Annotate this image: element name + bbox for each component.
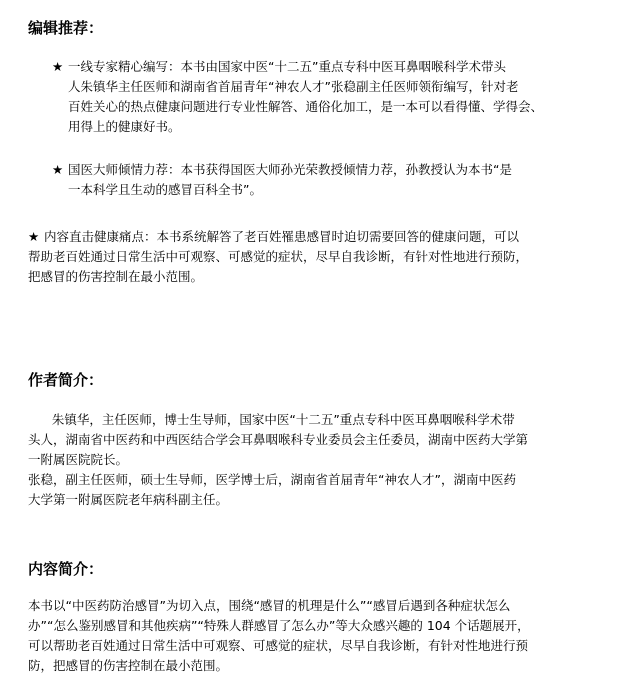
star-icon: ★ (52, 162, 64, 177)
author-intro-line-2: 头人，湖南省中医药和中西医结合学会耳鼻咽喉科专业委员会主任委员，湖南中医药大学第 (28, 432, 529, 447)
star-icon: ★ (52, 59, 64, 74)
star-icon: ★ (28, 229, 40, 244)
recommend-item-expert (52, 57, 612, 137)
author-intro-text (28, 410, 613, 510)
content-intro-line-4: 防，把感冒的伤害控制在最小范围。 (28, 658, 229, 673)
content-intro-text (28, 596, 613, 676)
author-intro-heading: 作者简介： (28, 371, 104, 389)
recommend-item-painpoint (28, 227, 613, 287)
recommend-item-painpoint-line-2: 帮助老百姓通过日常生活中可观察、可感觉的症状，尽早自我诊断，有针对性地进行预防， (28, 249, 529, 264)
content-intro-line-2: 办”“怎么鉴别感冒和其他疾病”“特殊人群感冒了怎么办”等大众感兴趣的 104 个话题展开， (28, 618, 530, 633)
author-intro-line-5: 大学第一附属医院老年病科副主任。 (28, 492, 229, 507)
recommend-item-painpoint-line-1: 内容直击健康痛点：本书系统解答了老百姓罹患感冒时迫切需要回答的健康问题，可以 (44, 229, 520, 244)
recommend-item-painpoint-line-3: 把感冒的伤害控制在最小范围。 (28, 269, 204, 284)
recommend-item-master-line-1: 国医大师倾情力荐：本书获得国医大师孙光荣教授倾情力荐，孙教授认为本书“是 (68, 162, 512, 177)
recommend-item-expert-line-3: 百姓关心的热点健康问题进行专业性解答、通俗化加工，是一本可以看得懂、学得会、 (68, 99, 544, 114)
recommend-item-master (52, 160, 612, 200)
recommend-item-expert-line-2: 人朱镇华主任医师和湖南省首届青年“神农人才”张稳副主任医师领衔编写，针对老 (68, 79, 519, 94)
editor-recommend-heading: 编辑推荐： (28, 19, 104, 37)
author-intro-line-1: 朱镇华，主任医师，博士生导师，国家中医“十二五”重点专科中医耳鼻咽喉科学术带 (28, 412, 515, 427)
content-intro-line-3: 可以帮助老百姓通过日常生活中可观察、可感觉的症状，尽早自我诊断，有针对性地进行预 (28, 638, 529, 653)
content-intro-line-1: 本书以“中医药防治感冒”为切入点，围绕“感冒的机理是什么”“感冒后遇到各种症状怎么 (28, 598, 511, 613)
author-intro-line-3: 一附属医院院长。 (28, 452, 129, 467)
content-intro-heading: 内容简介： (28, 560, 104, 578)
recommend-item-expert-line-4: 用得上的健康好书。 (68, 119, 181, 134)
recommend-item-expert-line-1: 一线专家精心编写：本书由国家中医“十二五”重点专科中医耳鼻咽喉科学术带头 (68, 59, 506, 74)
recommend-item-master-line-2: 一本科学且生动的感冒百科全书”。 (68, 182, 262, 197)
author-intro-line-4: 张稳，副主任医师，硕士生导师，医学博士后，湖南省首届青年“神农人才”，湖南中医药 (28, 472, 516, 487)
